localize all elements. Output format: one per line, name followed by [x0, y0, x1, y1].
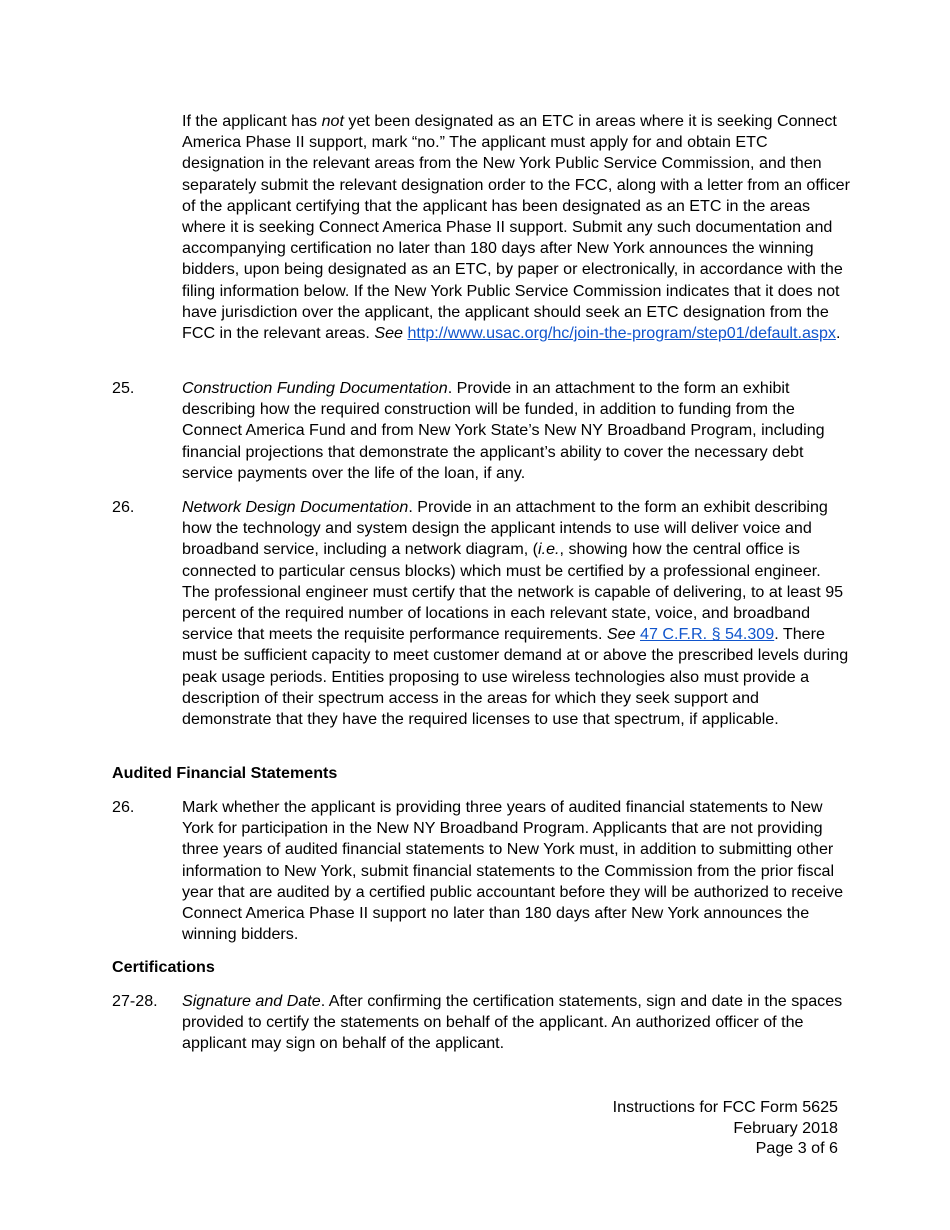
footer-page-number: Page 3 of 6	[755, 1139, 838, 1157]
footer-form-title: Instructions for FCC Form 5625	[612, 1098, 838, 1116]
item-25	[112, 378, 852, 484]
item-26-network	[112, 497, 852, 730]
item-text-3: . There must be sufficient capacity to meet customer demand at or above the prescribed levels during peak usage periods. Entities proposing to use wireless technologies also must provide a description of their spectrum access in the areas for which they seek support and demonstrate that they have the required licenses to use that spectrum, if applicable.	[182, 625, 849, 729]
item-text-2: , showing how the central office is connected to particular census blocks) which must be certified by a professional engineer. The professional engineer must certify that the network is capable of delivering, to at least 95 percent of the required number of locations in each relevant state, voice, and broadband service that meets the requisite performance requirements.	[182, 540, 844, 644]
item-see: See	[606, 625, 636, 644]
footer-date: February 2018	[733, 1118, 838, 1137]
item-text: Mark whether the applicant is providing three years of audited financial statements to New York for participation in the New NY Broadband Program. Applicants that are not providing three years of audited financial statements to New York must, in addition to submitting other information to New York, submit financial statements to the Commission from the prior fiscal year that are audited by a certified public accountant before they will be authorized to receive Connect America Phase II support no later than 180 days after New York announces the winning bidders.	[182, 798, 844, 944]
item-26-audited	[112, 797, 852, 945]
item-number: 27-28.	[112, 992, 158, 1010]
item-text: . Provide in an attachment to the form an exhibit describing how the required construction will be funded, in addition to funding from the Connect America Fund and from New York State’s New NY Broadband Program, including financial projections that demonstrate the applicant’s ability to cover the necessary debt service payments over the life of the loan, if any.	[182, 379, 825, 482]
certifications-heading: Certifications	[112, 958, 215, 976]
item-number: 26.	[112, 498, 135, 516]
item-title: Signature and Date	[182, 992, 321, 1010]
item-title: Network Design Documentation	[182, 498, 409, 516]
etc-intro-paragraph	[182, 111, 852, 344]
page-footer	[613, 1097, 838, 1159]
intro-see: See	[374, 324, 403, 343]
usac-link[interactable]: http://www.usac.org/hc/join-the-program/step01/default.aspx	[407, 324, 836, 343]
item-title: Construction Funding Documentation	[182, 379, 448, 397]
audited-financial-heading: Audited Financial Statements	[112, 764, 338, 782]
intro-emphasis: not	[321, 112, 344, 130]
cfr-link[interactable]: 47 C.F.R. § 54.309	[640, 625, 775, 644]
intro-end: .	[835, 324, 841, 343]
item-number: 25.	[112, 379, 135, 397]
ie-emphasis: i.e.	[538, 540, 560, 559]
item-text-1: . Provide in an attachment to the form an exhibit describing how the technology and system design the applicant intends to use will deliver voice and broadband service, including a network diagram, (	[182, 498, 828, 559]
intro-text-1: If the applicant has	[182, 112, 322, 130]
item-text: . After confirming the certification statements, sign and date in the spaces provided to certify the statements on behalf of the applicant. An authorized officer of the applicant may sign on behalf of the applicant.	[182, 992, 843, 1053]
item-number: 26.	[112, 798, 135, 816]
intro-text-2: yet been designated as an ETC in areas where it is seeking Connect America Phase II support, mark “no.” The applicant must apply for and obtain ETC designation in the relevant areas from the New York Public Service Commission, and then separately submit the relevant designation order to the FCC, along with a letter from an officer of the applicant certifying that the applicant has been designated as an ETC in the areas where it is seeking Connect America Phase II support. Submit any such documentation and accompanying certification no later than 180 days after New York announces the winning bidders, upon being designated as an ETC, by paper or electronically, in accordance with the filing information below. If the New York Public Service Commission indicates that it does not have jurisdiction over the applicant, the applicant should seek an ETC designation from the FCC in the relevant areas.	[182, 112, 850, 343]
item-27-28	[112, 991, 852, 1055]
